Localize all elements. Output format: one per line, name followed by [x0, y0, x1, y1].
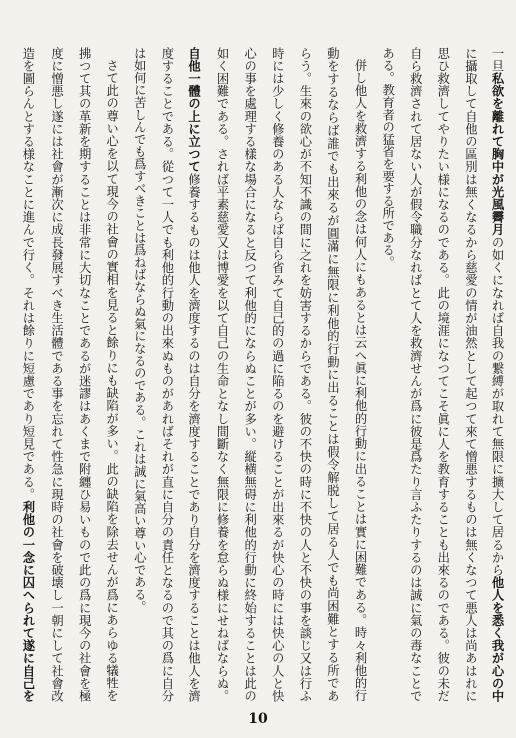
text-run: 拂つて其の革新を期することは非常に大切なことであるが迷謬はあくまで附纏ひ易いもので此の爲に現今の社會を極	[77, 47, 92, 702]
text-run: 思ひ救濟してやりたい様になるのである。此の境涯になつてこそ眞に人を教育することも出來るのである。彼の未だ	[435, 47, 450, 702]
text-column	[428, 47, 456, 702]
bold-text-run: 私欲を離れて胸中が光風霽月	[490, 72, 505, 237]
text-column	[14, 47, 42, 702]
text-run: に攝取して自他の區別は無くなるから慈愛の情が油然として起つて來て憎悪するものは無くなつて悪人は尚あはれに	[463, 47, 478, 702]
text-column	[318, 47, 346, 702]
text-run: 動をするならば誰でも出來るが圓滿に無限に利他的行動に出ることは假令解脱して居る人でも尚困難とする所であ	[325, 47, 340, 702]
text-run: の如くになれば自我の繋縛が取れて無限に擴大して居るから	[490, 236, 504, 577]
text-column	[263, 47, 291, 702]
page-number: 10	[248, 711, 268, 727]
text-run: 併し他人を救濟する利他の念は何人にもあるとは云へ眞に利他的行動に出ることは實に困難である。時々利他的行	[353, 59, 368, 702]
text-column	[42, 47, 70, 702]
text-run: は如何に苦しんでも爲すべきことは爲ねばならぬ氣になるのである。これは誠に氣高い尊い心である。	[132, 47, 147, 613]
text-run: 如く困難である。されば平素慈愛又は博愛を以て自己の生命となし間斷なく無限に修養を怠らぬ様にせねばならぬ。	[215, 47, 230, 702]
text-column	[180, 47, 208, 702]
text-column	[125, 47, 153, 702]
bold-text-run: 自他一體の上に立つて	[186, 47, 202, 174]
text-run: ある。教育者の猛省を要する所である。	[380, 47, 395, 269]
text-column	[97, 47, 125, 702]
text-run: 心の事を處理する樣な場合になると反つて利他的にならぬことが多い。縦横無碍に利他的行動に終始することは此の	[242, 47, 257, 702]
bold-text-run: 他人を悉く我が心の中	[490, 576, 505, 702]
text-column	[290, 47, 318, 702]
text-column	[345, 47, 373, 702]
body-text	[14, 47, 511, 702]
text-column	[70, 47, 98, 702]
text-run: 度することである。從つて一人でも利他的行動の出來ぬものがあればそれが直に自分の責任となるので其の爲に自分	[159, 47, 174, 702]
text-column	[235, 47, 263, 702]
text-column	[373, 47, 401, 702]
text-run: さて此の尊い心を以て現今の社會の實相を見ると餘りにも缺陷が多い。此の缺陷を除去せんが爲にあらゆる犠牲を	[104, 59, 119, 702]
text-run: 自ら救濟されて居ない人が假令職分なればとて人を救濟せんが爲に彼是爲たり言ふたりするのは誠に氣の毒なことで	[408, 47, 423, 702]
text-run: 一旦	[490, 47, 504, 73]
text-column	[207, 47, 235, 702]
text-column	[152, 47, 180, 702]
text-column	[483, 47, 511, 702]
text-column	[401, 47, 429, 702]
text-run: 造を圖らんとする様なことに進んで行く。それは餘りに短慮であり短見である。	[20, 47, 35, 501]
bold-text-run: 利他の一念に囚へられて遂に自己を	[20, 500, 36, 702]
text-column	[456, 47, 484, 702]
text-run: 修養するものは他人を濟度するのは自分を濟度することであり自分を濟度することは他人を濟	[186, 173, 201, 702]
text-run: 度に憎悪し遂には社會が漸次に成長發展すべき生活體である事を忘れて性急に現時の社會を破壊し一朝にして社會改	[49, 47, 64, 702]
text-run: 時には少しく修養のある人ならば自ら省みて自己的の過に陥るのを避けることが出來るが快心の時には快心の人と快	[270, 47, 285, 702]
text-run: らう。生來の欲心が不知不識の間に之れを妨害するからである。彼の不快の時に不快の人と不快の事を談じ又は行ふ	[297, 47, 312, 702]
